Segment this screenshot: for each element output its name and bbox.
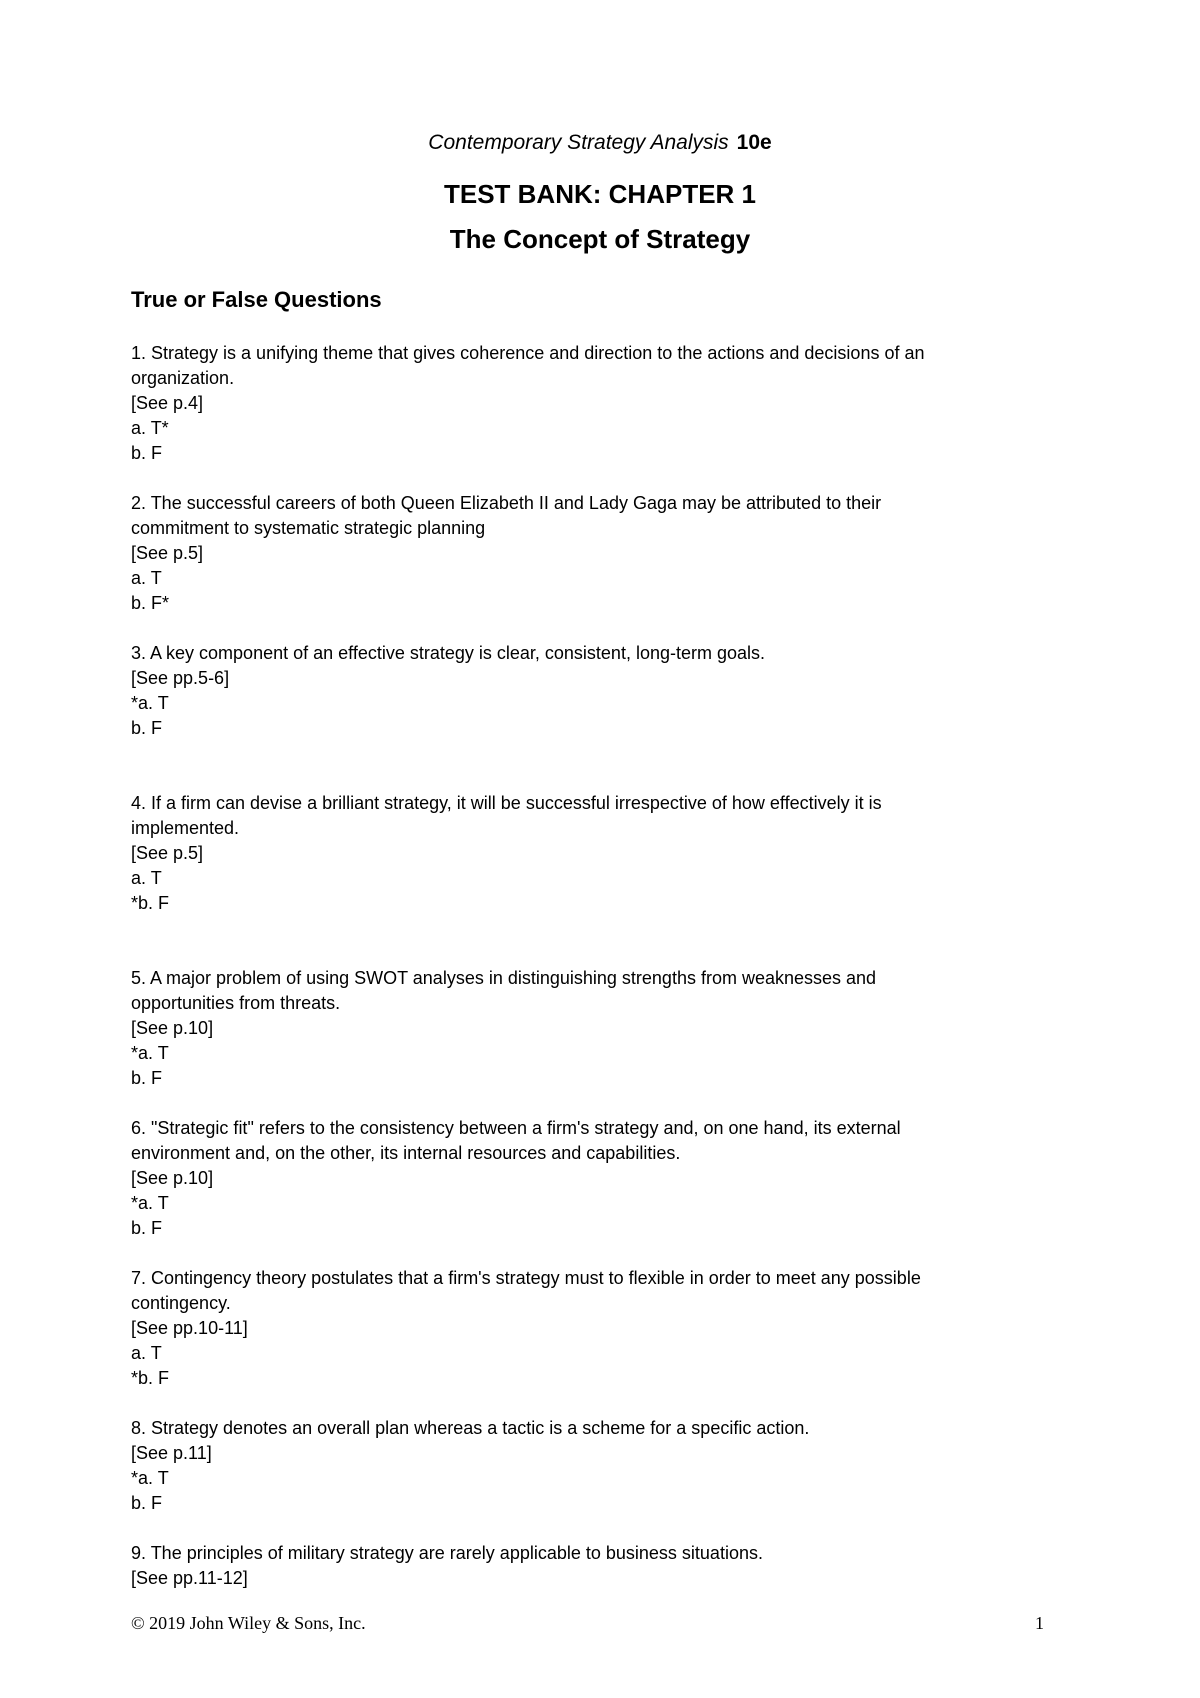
- spacer: [131, 616, 1031, 641]
- option-a: a. T*: [131, 418, 169, 438]
- option-b: *b. F: [131, 893, 170, 913]
- question-5: [131, 966, 1031, 1091]
- question-text: 3. A key component of an effective strategy is clear, consistent, long-term goals.: [131, 643, 766, 663]
- page-reference: [See p.5]: [131, 843, 204, 863]
- question-6: [131, 1116, 1031, 1241]
- question-text: 2. The successful careers of both Queen Elizabeth II and Lady Gaga may be attributed to their: [131, 493, 882, 513]
- question-text: 7. Contingency theory postulates that a firm's strategy must to flexible in order to meet any possible: [131, 1268, 921, 1288]
- question-text-continued: implemented.: [131, 818, 240, 838]
- spacer: [131, 916, 1031, 966]
- question-text: 5. A major problem of using SWOT analyses in distinguishing strengths from weaknesses and: [131, 968, 877, 988]
- question-text: 8. Strategy denotes an overall plan whereas a tactic is a scheme for a specific action.: [131, 1418, 810, 1438]
- copyright-footer: © 2019 John Wiley & Sons, Inc.: [131, 1613, 366, 1633]
- question-text: 6. "Strategic fit" refers to the consistency between a firm's strategy and, on one hand, its external: [131, 1118, 901, 1138]
- option-b: b. F*: [131, 593, 170, 613]
- question-list: [131, 341, 1031, 1591]
- page-reference: [See p.10]: [131, 1168, 214, 1188]
- page-reference: [See pp.11-12]: [131, 1568, 248, 1588]
- book-title-line: [0, 130, 1200, 156]
- option-b: b. F: [131, 718, 163, 738]
- spacer: [131, 1391, 1031, 1416]
- option-b: b. F: [131, 1068, 163, 1088]
- page-reference: [See p.11]: [131, 1443, 212, 1463]
- question-text: 4. If a firm can devise a brilliant strategy, it will be successful irrespective of how effectively it is: [131, 793, 882, 813]
- spacer: [131, 1516, 1031, 1541]
- question-text: 9. The principles of military strategy are rarely applicable to business situations.: [131, 1543, 763, 1563]
- spacer: [131, 466, 1031, 491]
- option-a: a. T: [131, 568, 162, 588]
- chapter-heading: TEST BANK: CHAPTER 1: [443, 179, 756, 209]
- question-text-continued: commitment to systematic strategic planning: [131, 518, 486, 538]
- spacer: [131, 1241, 1031, 1266]
- question-text-continued: environment and, on the other, its internal resources and capabilities.: [131, 1143, 681, 1163]
- page-reference: [See pp.10-11]: [131, 1318, 248, 1338]
- question-text-continued: contingency.: [131, 1293, 231, 1313]
- chapter-title: The Concept of Strategy: [449, 224, 751, 254]
- spacer: [131, 1091, 1031, 1116]
- option-a: *a. T: [131, 1043, 169, 1063]
- page-reference: [See pp.5-6]: [131, 668, 230, 688]
- question-1: [131, 341, 1031, 466]
- spacer: [131, 741, 1031, 791]
- option-a: *a. T: [131, 1468, 169, 1488]
- book-title: Contemporary Strategy Analysis: [428, 131, 729, 154]
- page-reference: [See p.10]: [131, 1018, 214, 1038]
- option-a: *a. T: [131, 693, 169, 713]
- page-reference: [See p.5]: [131, 543, 204, 563]
- question-9: [131, 1541, 1031, 1591]
- option-b: b. F: [131, 1493, 163, 1513]
- question-7: [131, 1266, 1031, 1391]
- option-b: b. F: [131, 443, 163, 463]
- question-text-continued: organization.: [131, 368, 235, 388]
- question-4: [131, 791, 1031, 916]
- page-number: 1: [1035, 1613, 1044, 1633]
- question-text: 1. Strategy is a unifying theme that gives coherence and direction to the actions and decisions of an: [131, 343, 925, 363]
- option-a: a. T: [131, 1343, 162, 1363]
- option-b: *b. F: [131, 1368, 170, 1388]
- question-2: [131, 491, 1031, 616]
- question-text-continued: opportunities from threats.: [131, 993, 341, 1013]
- option-a: a. T: [131, 868, 162, 888]
- question-8: [131, 1416, 1031, 1516]
- section-title: True or False Questions: [131, 287, 382, 312]
- question-3: [131, 641, 1031, 741]
- page-reference: [See p.4]: [131, 393, 204, 413]
- option-a: *a. T: [131, 1193, 169, 1213]
- option-b: b. F: [131, 1218, 163, 1238]
- edition: 10e: [736, 131, 772, 154]
